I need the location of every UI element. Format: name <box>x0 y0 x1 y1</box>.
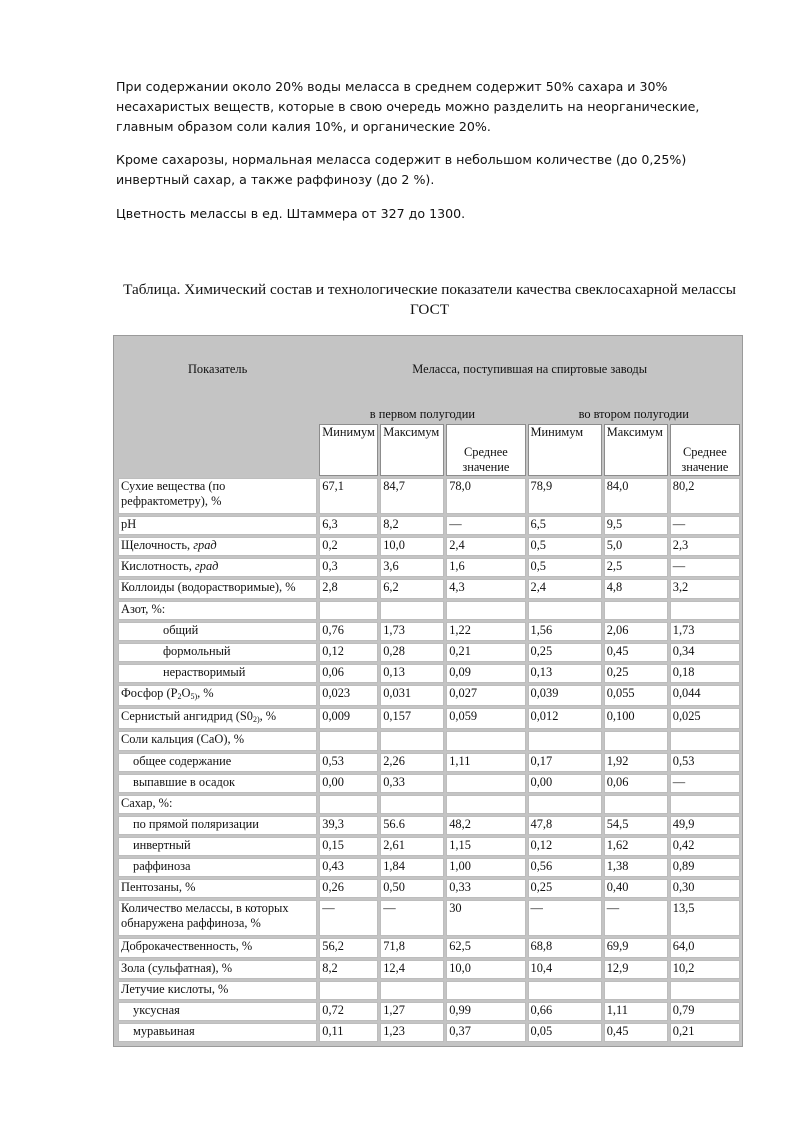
table-row <box>118 1023 740 1042</box>
table-row <box>118 685 740 706</box>
row-label <box>118 981 317 1000</box>
header-molasses-group: Меласса, поступившая на спиртовые заводы <box>319 340 740 396</box>
cell-max-p1: 0,13 <box>380 664 444 683</box>
cell-min-p2: 0,5 <box>528 558 602 577</box>
cell-min-p1: 0,06 <box>319 664 378 683</box>
cell-max-p2: 0,055 <box>604 685 668 706</box>
cell-max-p2: 0,45 <box>604 1023 668 1042</box>
cell-max-p1: 71,8 <box>380 938 444 957</box>
cell-max-p2: 2,5 <box>604 558 668 577</box>
cell-min-p2: 0,13 <box>528 664 602 683</box>
table-row <box>118 601 740 620</box>
cell-avg-p2: 2,3 <box>670 537 740 556</box>
cell-max-p2 <box>604 601 668 620</box>
cell-max-p1: 0,28 <box>380 643 444 662</box>
cell-max-p2: 9,5 <box>604 516 668 535</box>
table-row <box>118 558 740 577</box>
cell-min-p2: 1,56 <box>528 622 602 641</box>
cell-min-p2 <box>528 731 602 750</box>
cell-avg-p1: 0,37 <box>446 1023 525 1042</box>
table-caption: Таблица. Химический состав и технологические показатели качества свеклосахарной мелассы ГОСТ <box>123 281 736 318</box>
cell-avg-p2: 3,2 <box>670 579 740 598</box>
table-row <box>118 900 740 936</box>
cell-max-p1: 1,23 <box>380 1023 444 1042</box>
cell-avg-p1: 1,00 <box>446 858 525 877</box>
cell-max-p1: 12,4 <box>380 960 444 979</box>
cell-max-p2: 84,0 <box>604 478 668 514</box>
row-label-text: , % <box>197 685 214 700</box>
cell-min-p2: 0,5 <box>528 537 602 556</box>
cell-max-p1: 0,031 <box>380 685 444 706</box>
row-label-subscript: 2 <box>177 691 182 701</box>
table-body <box>118 478 740 1042</box>
cell-min-p1: 0,72 <box>319 1002 378 1021</box>
cell-max-p1: 3,6 <box>380 558 444 577</box>
row-label-text: нерастворимый <box>163 664 246 679</box>
cell-min-p1: 0,26 <box>319 879 378 898</box>
molasses-table-frame <box>113 335 743 1047</box>
table-row <box>118 753 740 772</box>
cell-avg-p1: 0,33 <box>446 879 525 898</box>
cell-avg-p1: 0,09 <box>446 664 525 683</box>
cell-min-p2: 0,25 <box>528 643 602 662</box>
cell-max-p2: 0,06 <box>604 774 668 793</box>
cell-min-p1: 0,11 <box>319 1023 378 1042</box>
cell-avg-p1: 48,2 <box>446 816 525 835</box>
cell-avg-p1: 0,027 <box>446 685 525 706</box>
row-label-text: уксусная <box>133 1002 180 1017</box>
cell-max-p2: — <box>604 900 668 936</box>
cell-avg-p2: 0,79 <box>670 1002 740 1021</box>
table-row <box>118 960 740 979</box>
cell-avg-p2: 0,044 <box>670 685 740 706</box>
intro-paragraph-color: Цветность мелассы в ед. Штаммера от 327 до 1300. <box>116 206 466 221</box>
cell-max-p1 <box>380 981 444 1000</box>
cell-max-p1: 2,26 <box>380 753 444 772</box>
cell-avg-p1: 1,11 <box>446 753 525 772</box>
row-label-text: раффиноза <box>133 859 191 874</box>
header-max-p1: Максимум <box>380 424 444 476</box>
row-label <box>118 516 317 535</box>
cell-max-p1 <box>380 795 444 814</box>
table-row <box>118 795 740 814</box>
cell-avg-p2: — <box>670 558 740 577</box>
cell-avg-p1 <box>446 731 525 750</box>
cell-min-p1: 0,00 <box>319 774 378 793</box>
cell-min-p1: 0,009 <box>319 708 378 729</box>
row-label-subscript: 2) <box>252 715 260 725</box>
row-label <box>118 960 317 979</box>
row-label-text: Доброкачественность, % <box>121 939 253 954</box>
cell-max-p1: 2,61 <box>380 837 444 856</box>
cell-min-p2: 47,8 <box>528 816 602 835</box>
cell-avg-p2: 0,21 <box>670 1023 740 1042</box>
cell-avg-p2: 1,73 <box>670 622 740 641</box>
cell-max-p1: 6,2 <box>380 579 444 598</box>
cell-min-p2: 0,00 <box>528 774 602 793</box>
header-min-p2: Минимум <box>528 424 602 476</box>
cell-max-p2: 2,06 <box>604 622 668 641</box>
row-label-text: общий <box>163 622 199 637</box>
cell-min-p1: 0,43 <box>319 858 378 877</box>
cell-avg-p1: 4,3 <box>446 579 525 598</box>
cell-min-p1: 0,2 <box>319 537 378 556</box>
cell-avg-p1 <box>446 795 525 814</box>
row-label-text: Соли кальция (CaO), % <box>121 732 245 747</box>
table-row <box>118 879 740 898</box>
intro-paragraph-water-content: При содержании около 20% воды меласса в среднем содержит 50% сахара и 30% несахаристых веществ, которые в свою очередь можно разделить на неорганические, главным образом соли калия 10%, и органические 20%. <box>116 79 700 134</box>
table-row <box>118 981 740 1000</box>
cell-min-p1: 67,1 <box>319 478 378 514</box>
cell-min-p1: 0,76 <box>319 622 378 641</box>
cell-avg-p2: 0,30 <box>670 879 740 898</box>
cell-min-p2: — <box>528 900 602 936</box>
cell-max-p2: 5,0 <box>604 537 668 556</box>
row-label-text: , % <box>259 709 277 724</box>
row-label-text: муравьиная <box>133 1023 195 1038</box>
row-label-text: выпавшие в осадок <box>133 774 236 789</box>
table-row <box>118 643 740 662</box>
cell-max-p2: 69,9 <box>604 938 668 957</box>
cell-max-p1: 56.6 <box>380 816 444 835</box>
row-label-text: Количество мелассы, в которых обнаружена раффиноза, % <box>121 901 289 931</box>
cell-max-p2: 1,11 <box>604 1002 668 1021</box>
cell-avg-p2: — <box>670 774 740 793</box>
cell-avg-p2 <box>670 731 740 750</box>
cell-avg-p1: 30 <box>446 900 525 936</box>
cell-max-p1: 0,157 <box>380 708 444 729</box>
cell-avg-p1: 0,99 <box>446 1002 525 1021</box>
cell-max-p1 <box>380 731 444 750</box>
row-label <box>118 795 317 814</box>
cell-max-p2: 1,62 <box>604 837 668 856</box>
cell-max-p2: 4,8 <box>604 579 668 598</box>
cell-avg-p2: 0,53 <box>670 753 740 772</box>
table-row <box>118 1002 740 1021</box>
cell-max-p2 <box>604 981 668 1000</box>
cell-min-p2: 68,8 <box>528 938 602 957</box>
row-label-text: pH <box>121 517 137 532</box>
cell-max-p1: 1,27 <box>380 1002 444 1021</box>
row-label <box>118 558 317 577</box>
cell-min-p1: 39,3 <box>319 816 378 835</box>
cell-max-p1: 1,73 <box>380 622 444 641</box>
cell-min-p2: 10,4 <box>528 960 602 979</box>
cell-min-p1: — <box>319 900 378 936</box>
cell-min-p2: 6,5 <box>528 516 602 535</box>
row-label <box>118 643 317 662</box>
row-label-text: по прямой поляризации <box>133 816 259 831</box>
row-label-text: Коллоиды (водорастворимые), % <box>121 580 296 595</box>
cell-max-p1: 84,7 <box>380 478 444 514</box>
cell-min-p1 <box>319 731 378 750</box>
header-indicator: Показатель <box>118 340 317 476</box>
cell-min-p1: 6,3 <box>319 516 378 535</box>
header-period-first-half: в первом полугодии <box>319 398 525 422</box>
cell-max-p1: 8,2 <box>380 516 444 535</box>
cell-avg-p1: 10,0 <box>446 960 525 979</box>
cell-min-p2: 78,9 <box>528 478 602 514</box>
row-label-text: Зола (сульфатная), % <box>121 960 233 975</box>
cell-avg-p1: 1,6 <box>446 558 525 577</box>
header-period-second-half: во втором полугодии <box>528 398 740 422</box>
row-label-text: Азот, %: <box>121 601 166 616</box>
row-label-text: Летучие кислоты, % <box>121 981 229 996</box>
table-row <box>118 708 740 729</box>
cell-avg-p2: 0,025 <box>670 708 740 729</box>
cell-avg-p2: 49,9 <box>670 816 740 835</box>
cell-min-p1: 0,023 <box>319 685 378 706</box>
cell-max-p1: 10,0 <box>380 537 444 556</box>
cell-min-p2: 0,25 <box>528 879 602 898</box>
row-label-text: Сухие вещества (по рефрактометру), % <box>121 479 226 508</box>
cell-max-p2: 12,9 <box>604 960 668 979</box>
cell-max-p2 <box>604 731 668 750</box>
cell-max-p2: 1,38 <box>604 858 668 877</box>
cell-min-p1: 56,2 <box>319 938 378 957</box>
cell-avg-p1: 1,22 <box>446 622 525 641</box>
cell-avg-p2 <box>670 601 740 620</box>
row-label-text: инвертный <box>133 837 191 852</box>
cell-avg-p2: 13,5 <box>670 900 740 936</box>
row-label <box>118 685 317 706</box>
table-row <box>118 731 740 750</box>
row-label <box>118 753 317 772</box>
cell-avg-p2: 0,18 <box>670 664 740 683</box>
row-label <box>118 879 317 898</box>
cell-max-p2: 0,100 <box>604 708 668 729</box>
header-avg-p1: Среднее значение <box>446 424 525 476</box>
cell-avg-p1 <box>446 601 525 620</box>
cell-avg-p2: 0,34 <box>670 643 740 662</box>
cell-min-p2: 0,12 <box>528 837 602 856</box>
cell-avg-p1: 1,15 <box>446 837 525 856</box>
cell-avg-p2: — <box>670 516 740 535</box>
table-row <box>118 816 740 835</box>
cell-max-p1 <box>380 601 444 620</box>
cell-avg-p2: 10,2 <box>670 960 740 979</box>
cell-max-p2: 0,40 <box>604 879 668 898</box>
cell-min-p1: 0,15 <box>319 837 378 856</box>
cell-min-p2: 2,4 <box>528 579 602 598</box>
cell-min-p2: 0,66 <box>528 1002 602 1021</box>
row-label-text: Пентозаны, % <box>121 880 196 895</box>
table-row <box>118 837 740 856</box>
cell-avg-p2: 0,89 <box>670 858 740 877</box>
cell-min-p1: 0,12 <box>319 643 378 662</box>
cell-avg-p1 <box>446 981 525 1000</box>
molasses-composition-table <box>116 338 742 1044</box>
cell-min-p2: 0,012 <box>528 708 602 729</box>
row-label <box>118 774 317 793</box>
row-label-text: O <box>181 685 191 700</box>
row-label-text: Кислотность, <box>121 559 195 574</box>
cell-avg-p1: 2,4 <box>446 537 525 556</box>
cell-min-p1 <box>319 981 378 1000</box>
cell-avg-p2 <box>670 795 740 814</box>
row-label <box>118 938 317 957</box>
row-label <box>118 731 317 750</box>
cell-min-p2: 0,039 <box>528 685 602 706</box>
row-label <box>118 622 317 641</box>
cell-max-p2: 1,92 <box>604 753 668 772</box>
cell-min-p2 <box>528 981 602 1000</box>
row-label <box>118 816 317 835</box>
row-label-text: формольный <box>163 643 231 658</box>
cell-min-p1 <box>319 601 378 620</box>
header-avg-p2: Среднее значение <box>670 424 740 476</box>
table-row <box>118 537 740 556</box>
cell-max-p1: 0,50 <box>380 879 444 898</box>
cell-max-p1: 0,33 <box>380 774 444 793</box>
cell-min-p1: 0,53 <box>319 753 378 772</box>
table-row <box>118 579 740 598</box>
cell-min-p2 <box>528 795 602 814</box>
row-label-text: Фосфор (P <box>121 685 178 700</box>
row-label <box>118 537 317 556</box>
cell-avg-p1: 0,059 <box>446 708 525 729</box>
row-label <box>118 1002 317 1021</box>
cell-max-p2 <box>604 795 668 814</box>
cell-min-p2: 0,56 <box>528 858 602 877</box>
table-row <box>118 516 740 535</box>
table-row <box>118 938 740 957</box>
row-label-text: общее содержание <box>133 753 232 768</box>
cell-avg-p1 <box>446 774 525 793</box>
row-label <box>118 900 317 936</box>
row-label-unit: град <box>193 538 217 553</box>
cell-max-p2: 0,25 <box>604 664 668 683</box>
header-max-p2: Максимум <box>604 424 668 476</box>
row-label <box>118 478 317 514</box>
cell-max-p2: 54,5 <box>604 816 668 835</box>
row-label <box>118 579 317 598</box>
row-label-text: Сернистый ангидрид (S0 <box>121 709 253 724</box>
intro-paragraph-invert-sugar: Кроме сахарозы, нормальная меласса содержит в небольшом количестве (до 0,25%) инвертный сахар, а также раффинозу (до 2 %). <box>116 152 687 187</box>
row-label <box>118 708 317 729</box>
row-label-text: Щелочность, <box>121 538 194 553</box>
cell-avg-p1: 78,0 <box>446 478 525 514</box>
cell-avg-p2: 0,42 <box>670 837 740 856</box>
row-label <box>118 858 317 877</box>
row-label <box>118 1023 317 1042</box>
cell-avg-p2 <box>670 981 740 1000</box>
cell-max-p1: — <box>380 900 444 936</box>
cell-min-p1: 0,3 <box>319 558 378 577</box>
cell-max-p2: 0,45 <box>604 643 668 662</box>
cell-min-p2: 0,17 <box>528 753 602 772</box>
row-label <box>118 664 317 683</box>
row-label <box>118 837 317 856</box>
table-row <box>118 622 740 641</box>
table-row <box>118 774 740 793</box>
cell-min-p1: 2,8 <box>319 579 378 598</box>
table-row <box>118 478 740 514</box>
row-label <box>118 601 317 620</box>
cell-avg-p1: 62,5 <box>446 938 525 957</box>
table-row <box>118 858 740 877</box>
cell-avg-p2: 64,0 <box>670 938 740 957</box>
table-row <box>118 664 740 683</box>
row-label-subscript: 5) <box>190 691 198 701</box>
cell-min-p2: 0,05 <box>528 1023 602 1042</box>
row-label-text: Сахар, %: <box>121 795 173 810</box>
cell-min-p1: 8,2 <box>319 960 378 979</box>
header-min-p1: Минимум <box>319 424 378 476</box>
cell-max-p1: 1,84 <box>380 858 444 877</box>
cell-min-p1 <box>319 795 378 814</box>
row-label-unit: град <box>194 559 219 574</box>
cell-min-p2 <box>528 601 602 620</box>
cell-avg-p2: 80,2 <box>670 478 740 514</box>
cell-avg-p1: 0,21 <box>446 643 525 662</box>
cell-avg-p1: — <box>446 516 525 535</box>
